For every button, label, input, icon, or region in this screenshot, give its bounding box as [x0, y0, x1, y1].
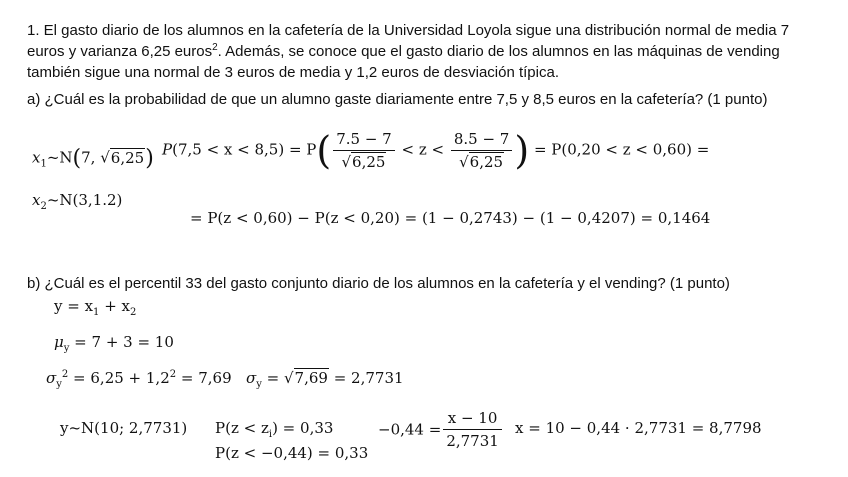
fraction-2: $\frac{8.5 - 7}{√6,25}$ — [451, 130, 513, 171]
problem-line-2 — [27, 42, 780, 61]
x-result: x = 10 − 0,44 · 2,7731 = 8,7798 — [515, 419, 762, 437]
x1-distribution: $x_1\sim N(7$, √6,25) — [32, 146, 154, 171]
standardization-equation: −0,44 = $\frac{x - 10}{2,7731}$ — [378, 409, 504, 450]
fraction-1: $\frac{7.5 - 7}{√6,25}$ — [333, 130, 395, 171]
part-a-result: = P(z < 0,60) − P(z < 0,20) = (1 − 0,2743) − (1 − 0,4207) = 0,1464 — [190, 209, 711, 227]
part-a-question: a) ¿Cuál es la probabilidad de que un alumno gaste diariamente entre 7,5 y 8,5 euros en la cafetería? (1 punto) — [27, 91, 768, 108]
problem-line-1: 1. El gasto diario de los alumnos en la cafetería de la Universidad Loyola sigue una distribución normal de media 7 — [27, 22, 790, 39]
y-distribution: y~N(10; 2,7731) — [60, 419, 188, 437]
problem-line-2a: euros y varianza 6,25 euros — [27, 43, 213, 60]
problem-line-3: también sigue una normal de 3 euros de media y 1,2 euros de desviación típica. — [27, 64, 559, 81]
mu-y: $\mu_y = 7 + 3 = 10$ — [54, 333, 174, 354]
p-z-negative: P(z < −0,44) = 0,33 — [215, 444, 369, 462]
fraction-3: $\frac{x - 10}{2,7731}$ — [443, 409, 502, 450]
problem-line-2b: . Además, se conoce que el gasto diario de los alumnos en las máquinas de vending — [217, 43, 780, 60]
sigma-y-squared: $\sigma_y^2 = 6,25 + 1,2^2 = 7,69$ $\sigma_y = √7,69 = 2,7731$ — [46, 369, 404, 390]
p-z-zi: $P(z < z_i) = 0,33$ — [215, 419, 334, 440]
part-a-probability-expression: P(7,5 < x < 8,5) = P( $\frac{7.5 - 7}{√6,25}$ < z < $\frac{8.5 - 7}{√6,25}$ ) = P(0,20 < z < 0,60) = — [162, 128, 710, 173]
problem-line-2-sup: 2 — [212, 42, 218, 53]
y-definition: $y = x_1 + x_2$ — [54, 297, 137, 318]
x2-distribution: $x_2\sim N(3,1.2)$ — [32, 191, 123, 212]
part-b-question: b) ¿Cuál es el percentil 33 del gasto conjunto diario de los alumnos en la cafetería y el vending? (1 punto) — [27, 275, 730, 292]
